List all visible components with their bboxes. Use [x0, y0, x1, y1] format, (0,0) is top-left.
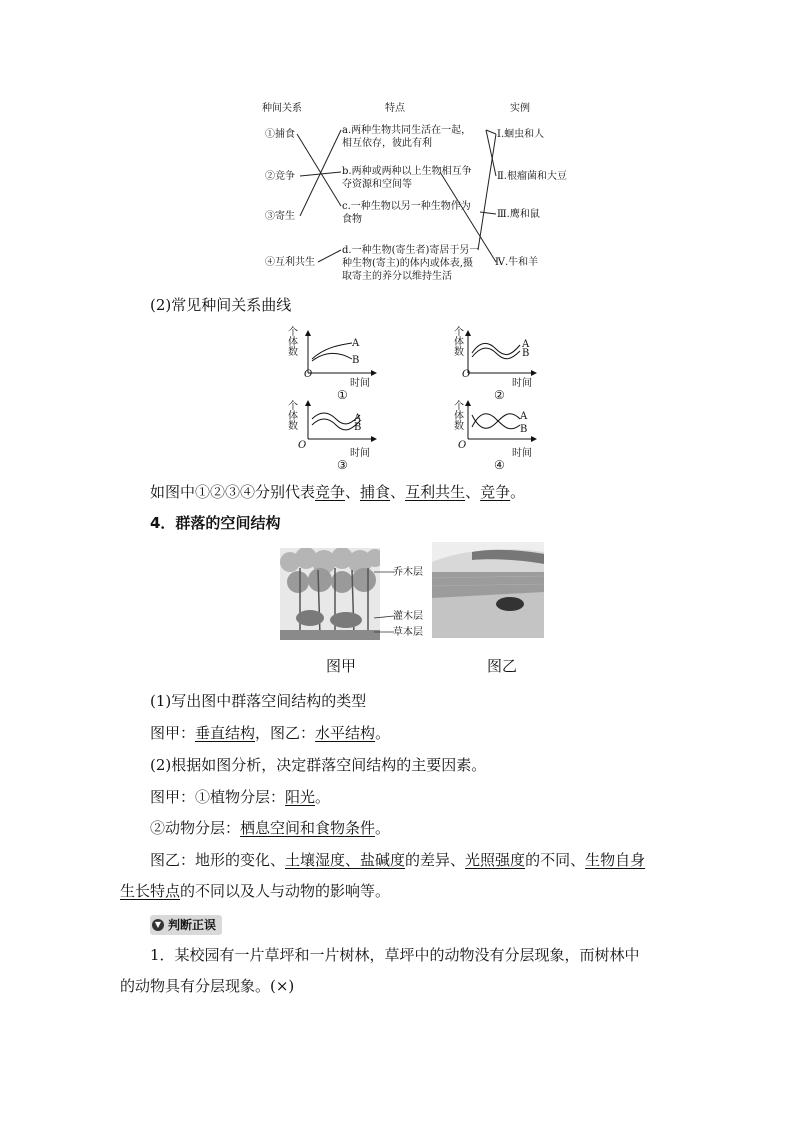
example-4: Ⅳ.牛和羊: [495, 257, 539, 268]
q1-title: (1)写出图中群落空间结构的类型: [150, 692, 367, 710]
curve-3-a: [312, 413, 360, 424]
label-herb-layer: 草本层: [393, 627, 423, 638]
chevron-down-icon: ▼: [152, 919, 164, 931]
link-d-ex1: [478, 134, 496, 250]
section-curves-title: (2)常见种间关系曲线: [150, 296, 292, 314]
caption-figure-b: 图乙: [487, 657, 518, 675]
q2-line2: ②动物分层：栖息空间和食物条件。: [150, 819, 391, 837]
series-b-2: B: [522, 348, 530, 359]
answer-blank: 捕食: [360, 483, 391, 501]
judge-badge: [150, 912, 222, 935]
xlabel-3: 时间: [350, 448, 370, 459]
answer-blank: 栖息空间和食物条件: [240, 819, 376, 837]
caption-3: ③: [337, 458, 348, 472]
series-b-1: B: [352, 355, 360, 366]
curve-4-b: [472, 414, 520, 429]
series-a-4: A: [520, 411, 528, 422]
xlabel-2: 时间: [512, 378, 532, 389]
series-a-3: A: [354, 413, 362, 424]
header-feature: 特点: [385, 103, 405, 114]
ylabel-1: 个 体 数: [288, 327, 298, 358]
label-tree-layer: 乔木层: [393, 567, 423, 578]
relation-mutualism: ④互利共生: [265, 257, 315, 268]
relation-predation: ①捕食: [265, 129, 295, 140]
caption-figure-a: 图甲: [326, 657, 357, 675]
origin-1: O: [304, 369, 313, 380]
figure-a-forest: [280, 548, 380, 640]
header-relation: 种间关系: [262, 103, 302, 114]
caption-1: ①: [337, 388, 348, 402]
label-shrub-layer: 灌木层: [393, 611, 423, 622]
feature-d: d.一种生物(寄生者)寄居于另一 种生物(寄主)的体内或体表,摄 取寄主的养分以维持生活: [342, 245, 480, 282]
series-b-3: B: [354, 422, 362, 433]
answer-blank: 生物自身: [585, 851, 646, 869]
curve-chart-3: [308, 401, 376, 439]
answer-blank: 生长特点: [120, 882, 181, 900]
example-1: Ⅰ.蛔虫和人: [497, 129, 545, 140]
link-mutualism-d: [318, 250, 341, 262]
curve-chart-1: [308, 331, 376, 373]
answer-blank: 阳光: [285, 788, 316, 806]
example-2: Ⅱ.根瘤菌和大豆: [497, 171, 567, 182]
curve-4-a: [472, 414, 520, 428]
answer-blank: 竞争: [315, 483, 346, 501]
caption-2: ②: [494, 388, 505, 402]
header-example: 实例: [510, 103, 530, 114]
q2-line3: 图乙：地形的变化、土壤湿度、盐碱度的差异、光照强度的不同、生物自身: [150, 851, 646, 869]
q2-title: (2)根据如图分析，决定群落空间结构的主要因素。: [150, 756, 487, 774]
origin-3: O: [298, 440, 307, 451]
q2-line3-cont: 生长特点的不同以及人与动物的影响等。: [120, 882, 391, 900]
origin-4: O: [458, 440, 467, 451]
xlabel-1: 时间: [350, 378, 370, 389]
q1-answer: 图甲：垂直结构，图乙：水平结构。: [150, 724, 391, 742]
series-a-2: A: [522, 339, 530, 350]
judge-item-1-line1: 1．某校园有一片草坪和一片树林，草坪中的动物没有分层现象，而树林中: [150, 946, 640, 964]
ylabel-2: 个 体 数: [454, 327, 464, 358]
curves-answer: 如图中①②③④分别代表竞争、捕食、互利共生、竞争。: [150, 483, 526, 501]
link-a-ex2: [486, 130, 496, 134]
caption-4: ④: [494, 458, 505, 472]
link-c-ex3: [480, 212, 496, 214]
example-3: Ⅲ.鹰和鼠: [497, 209, 540, 220]
judge-item-1-line2: 的动物具有分层现象。(×): [120, 977, 295, 995]
ylabel-4: 个 体 数: [454, 401, 464, 432]
feature-b: b.两种或两种以上生物相互争 夺资源和空间等: [342, 166, 472, 190]
relation-parasitism: ③寄生: [265, 211, 295, 222]
q2-line1: 图甲：①植物分层：阳光。: [150, 788, 331, 806]
series-a-1: A: [352, 338, 360, 349]
feature-a: a.两种生物共同生活在一起， 相互依存，彼此有利: [342, 125, 472, 149]
figure-b-grassland: [432, 542, 544, 638]
answer-blank: 土壤湿度、盐碱度: [285, 851, 406, 869]
answer-blank: 水平结构: [315, 724, 376, 742]
layer-pointers: [374, 560, 396, 640]
answer-blank: 竞争: [480, 483, 511, 501]
answer-blank: 垂直结构: [195, 724, 256, 742]
answer-blank: 光照强度: [465, 851, 526, 869]
series-b-4: B: [520, 424, 528, 435]
feature-c: c.一种生物以另一种生物作为 食物: [342, 201, 471, 225]
origin-2: O: [462, 369, 471, 380]
answer-blank: 互利共生: [405, 483, 466, 501]
xlabel-4: 时间: [512, 448, 532, 459]
judge-badge-label: 判断正误: [168, 918, 217, 932]
ylabel-3: 个 体 数: [288, 401, 298, 432]
matching-lines: [0, 0, 794, 300]
section-4-title: 4．群落的空间结构: [150, 514, 281, 532]
relation-competition: ②竞争: [265, 171, 295, 182]
